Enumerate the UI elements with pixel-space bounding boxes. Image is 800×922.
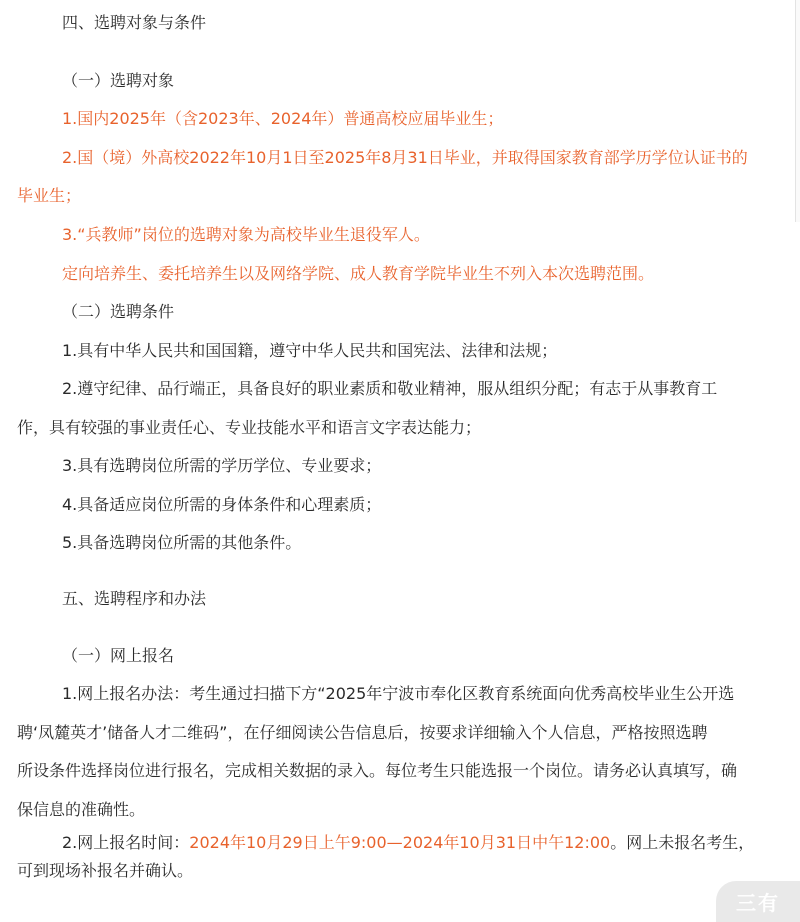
paragraph-line: 1.网上报名办法：考生通过扫描下方“2025年宁波市奉化区教育系统面向优秀高校毕业生公开选 [62,684,735,703]
scrollbar[interactable] [795,0,800,222]
section-heading: 五、选聘程序和办法 [62,589,207,608]
paragraph-line: 所设条件选择岗位进行报名，完成相关数据的录入。每位考生只能选报一个岗位。请务必认真填写，确 [17,761,738,780]
subsection-heading: （一）网上报名 [62,646,175,665]
watermark-badge[interactable]: 三有 [716,881,800,922]
paragraph-line: 1.国内2025年（含2023年、2024年）普通高校应届毕业生； [62,109,504,128]
paragraph-line [62,832,754,854]
paragraph-line: 定向培养生、委托培养生以及网络学院、成人教育学院毕业生不列入本次选聘范围。 [62,264,655,283]
subsection-heading: （一）选聘对象 [62,71,175,90]
paragraph-line: 2.国（境）外高校2022年10月1日至2025年8月31日毕业，并取得国家教育部学历学位认证书的 [62,148,748,167]
time-note: 。网上未报名考生， [610,833,755,852]
subsection-heading: （二）选聘条件 [62,302,175,321]
paragraph-line: 保信息的准确性。 [17,800,146,819]
registration-time: 2024年10月29日上午9:00—2024年10月31日中午12:00 [189,833,611,852]
section-heading: 四、选聘对象与条件 [62,13,207,32]
paragraph-line: 4.具备适应岗位所需的身体条件和心理素质； [62,495,382,514]
paragraph-line: 3.“兵教师”岗位的选聘对象为高校毕业生退役军人。 [62,225,430,244]
paragraph-line: 5.具备选聘岗位所需的其他条件。 [62,533,302,552]
paragraph-line: 作，具有较强的事业责任心、专业技能水平和语言文字表达能力； [17,418,482,437]
paragraph-line: 1.具有中华人民共和国国籍，遵守中华人民共和国宪法、法律和法规； [62,341,558,360]
paragraph-line: 可到现场补报名并确认。 [17,861,194,880]
paragraph-line: 2.遵守纪律、品行端正，具备良好的职业素质和敬业精神，服从组织分配；有志于从事教育工 [62,379,718,398]
time-label: 2.网上报名时间： [62,833,190,852]
paragraph-line: 3.具有选聘岗位所需的学历学位、专业要求； [62,456,382,475]
paragraph-line: 毕业生； [17,186,82,205]
paragraph-line: 聘‘凤麓英才’储备人才二维码”，在仔细阅读公告信息后，按要求详细输入个人信息，严格按照选聘 [17,723,708,742]
